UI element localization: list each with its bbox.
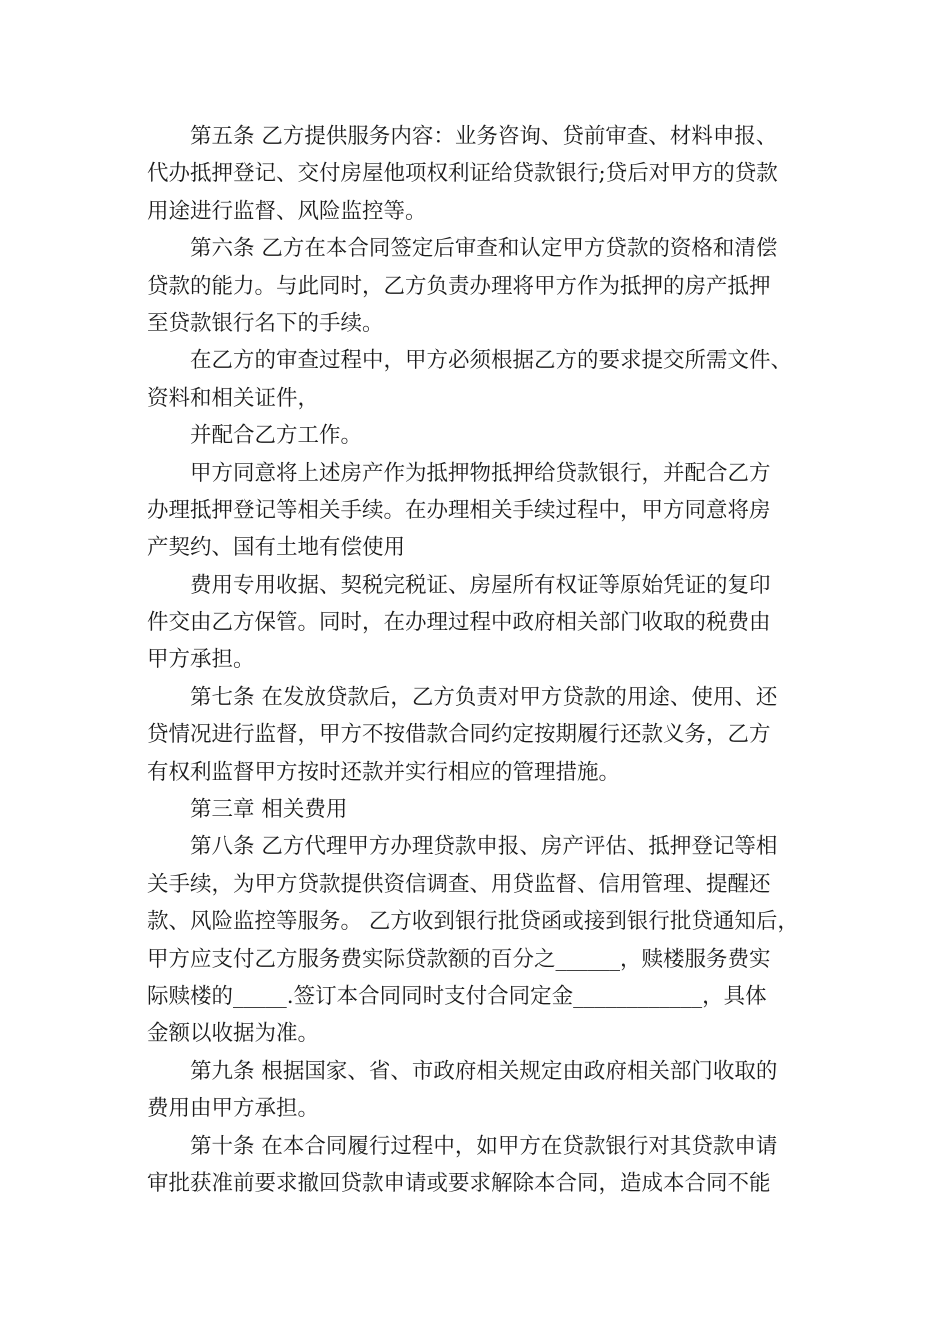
document-line: 用途进行监督、风险监控等。 [147,198,427,224]
document-line: 第八条 乙方代理甲方办理贷款申报、房产评估、抵押登记等相 [190,834,778,860]
contract-body-text [147,118,819,1202]
document-line: 甲方同意将上述房产作为抵押物抵押给贷款银行，并配合乙方 [190,460,771,486]
document-line: 关手续，为甲方贷款提供资信调查、用贷监督、信用管理、提醒还 [147,871,771,897]
document-line: 在乙方的审查过程中，甲方必须根据乙方的要求提交所需文件、 [190,348,793,374]
document-line: 件交由乙方保管。同时，在办理过程中政府相关部门收取的税费由 [147,610,771,636]
document-line: 第五条 乙方提供服务内容：业务咨询、贷前审查、材料申报、 [190,124,778,149]
document-line: 贷情况进行监督，甲方不按借款合同约定按期履行还款义务，乙方 [147,722,771,748]
document-line: 产契约、国有土地有偿使用 [147,535,406,561]
document-line: 第九条 根据国家、省、市政府相关规定由政府相关部门收取的 [190,1058,778,1084]
document-line: 费用由甲方承担。 [147,1096,320,1122]
document-line: 并配合乙方工作。 [190,423,363,449]
document-line: 第七条 在发放贷款后，乙方负责对甲方贷款的用途、使用、还 [190,684,778,710]
document-line: 费用专用收据、契税完税证、房屋所有权证等原始凭证的复印 [190,572,771,598]
document-line: 有权利监督甲方按时还款并实行相应的管理措施。 [147,759,621,785]
document-line: 第三章 相关费用 [190,797,348,823]
document-line: 金额以收据为准。 [147,1021,320,1047]
document-line: 审批获准前要求撤回贷款申请或要求解除本合同，造成本合同不能 [147,1170,771,1196]
document-line: 第六条 乙方在本合同签定后审查和认定甲方贷款的资格和清偿 [190,236,778,262]
document-line: 甲方承担。 [147,647,255,673]
document-line: 至贷款银行名下的手续。 [147,310,384,336]
document-line: 贷款的能力。与此同时，乙方负责办理将甲方作为抵押的房产抵押 [147,273,771,299]
document-line: 款、风险监控等服务。 乙方收到银行批贷函或接到银行批贷通知后， [147,909,799,935]
document-line: 际赎楼的_____.签订本合同同时支付合同定金____________，具体 [147,983,767,1009]
document-line: 办理抵押登记等相关手续。在办理相关手续过程中，甲方同意将房 [147,497,771,523]
document-line: 甲方应支付乙方服务费实际贷款额的百分之______，赎楼服务费实 [147,946,771,972]
document-line: 资料和相关证件， [147,385,320,411]
document-line: 第十条 在本合同履行过程中，如甲方在贷款银行对其贷款申请 [190,1133,778,1159]
document-line: 代办抵押登记、交付房屋他项权利证给贷款银行;贷后对甲方的贷款 [147,161,778,187]
